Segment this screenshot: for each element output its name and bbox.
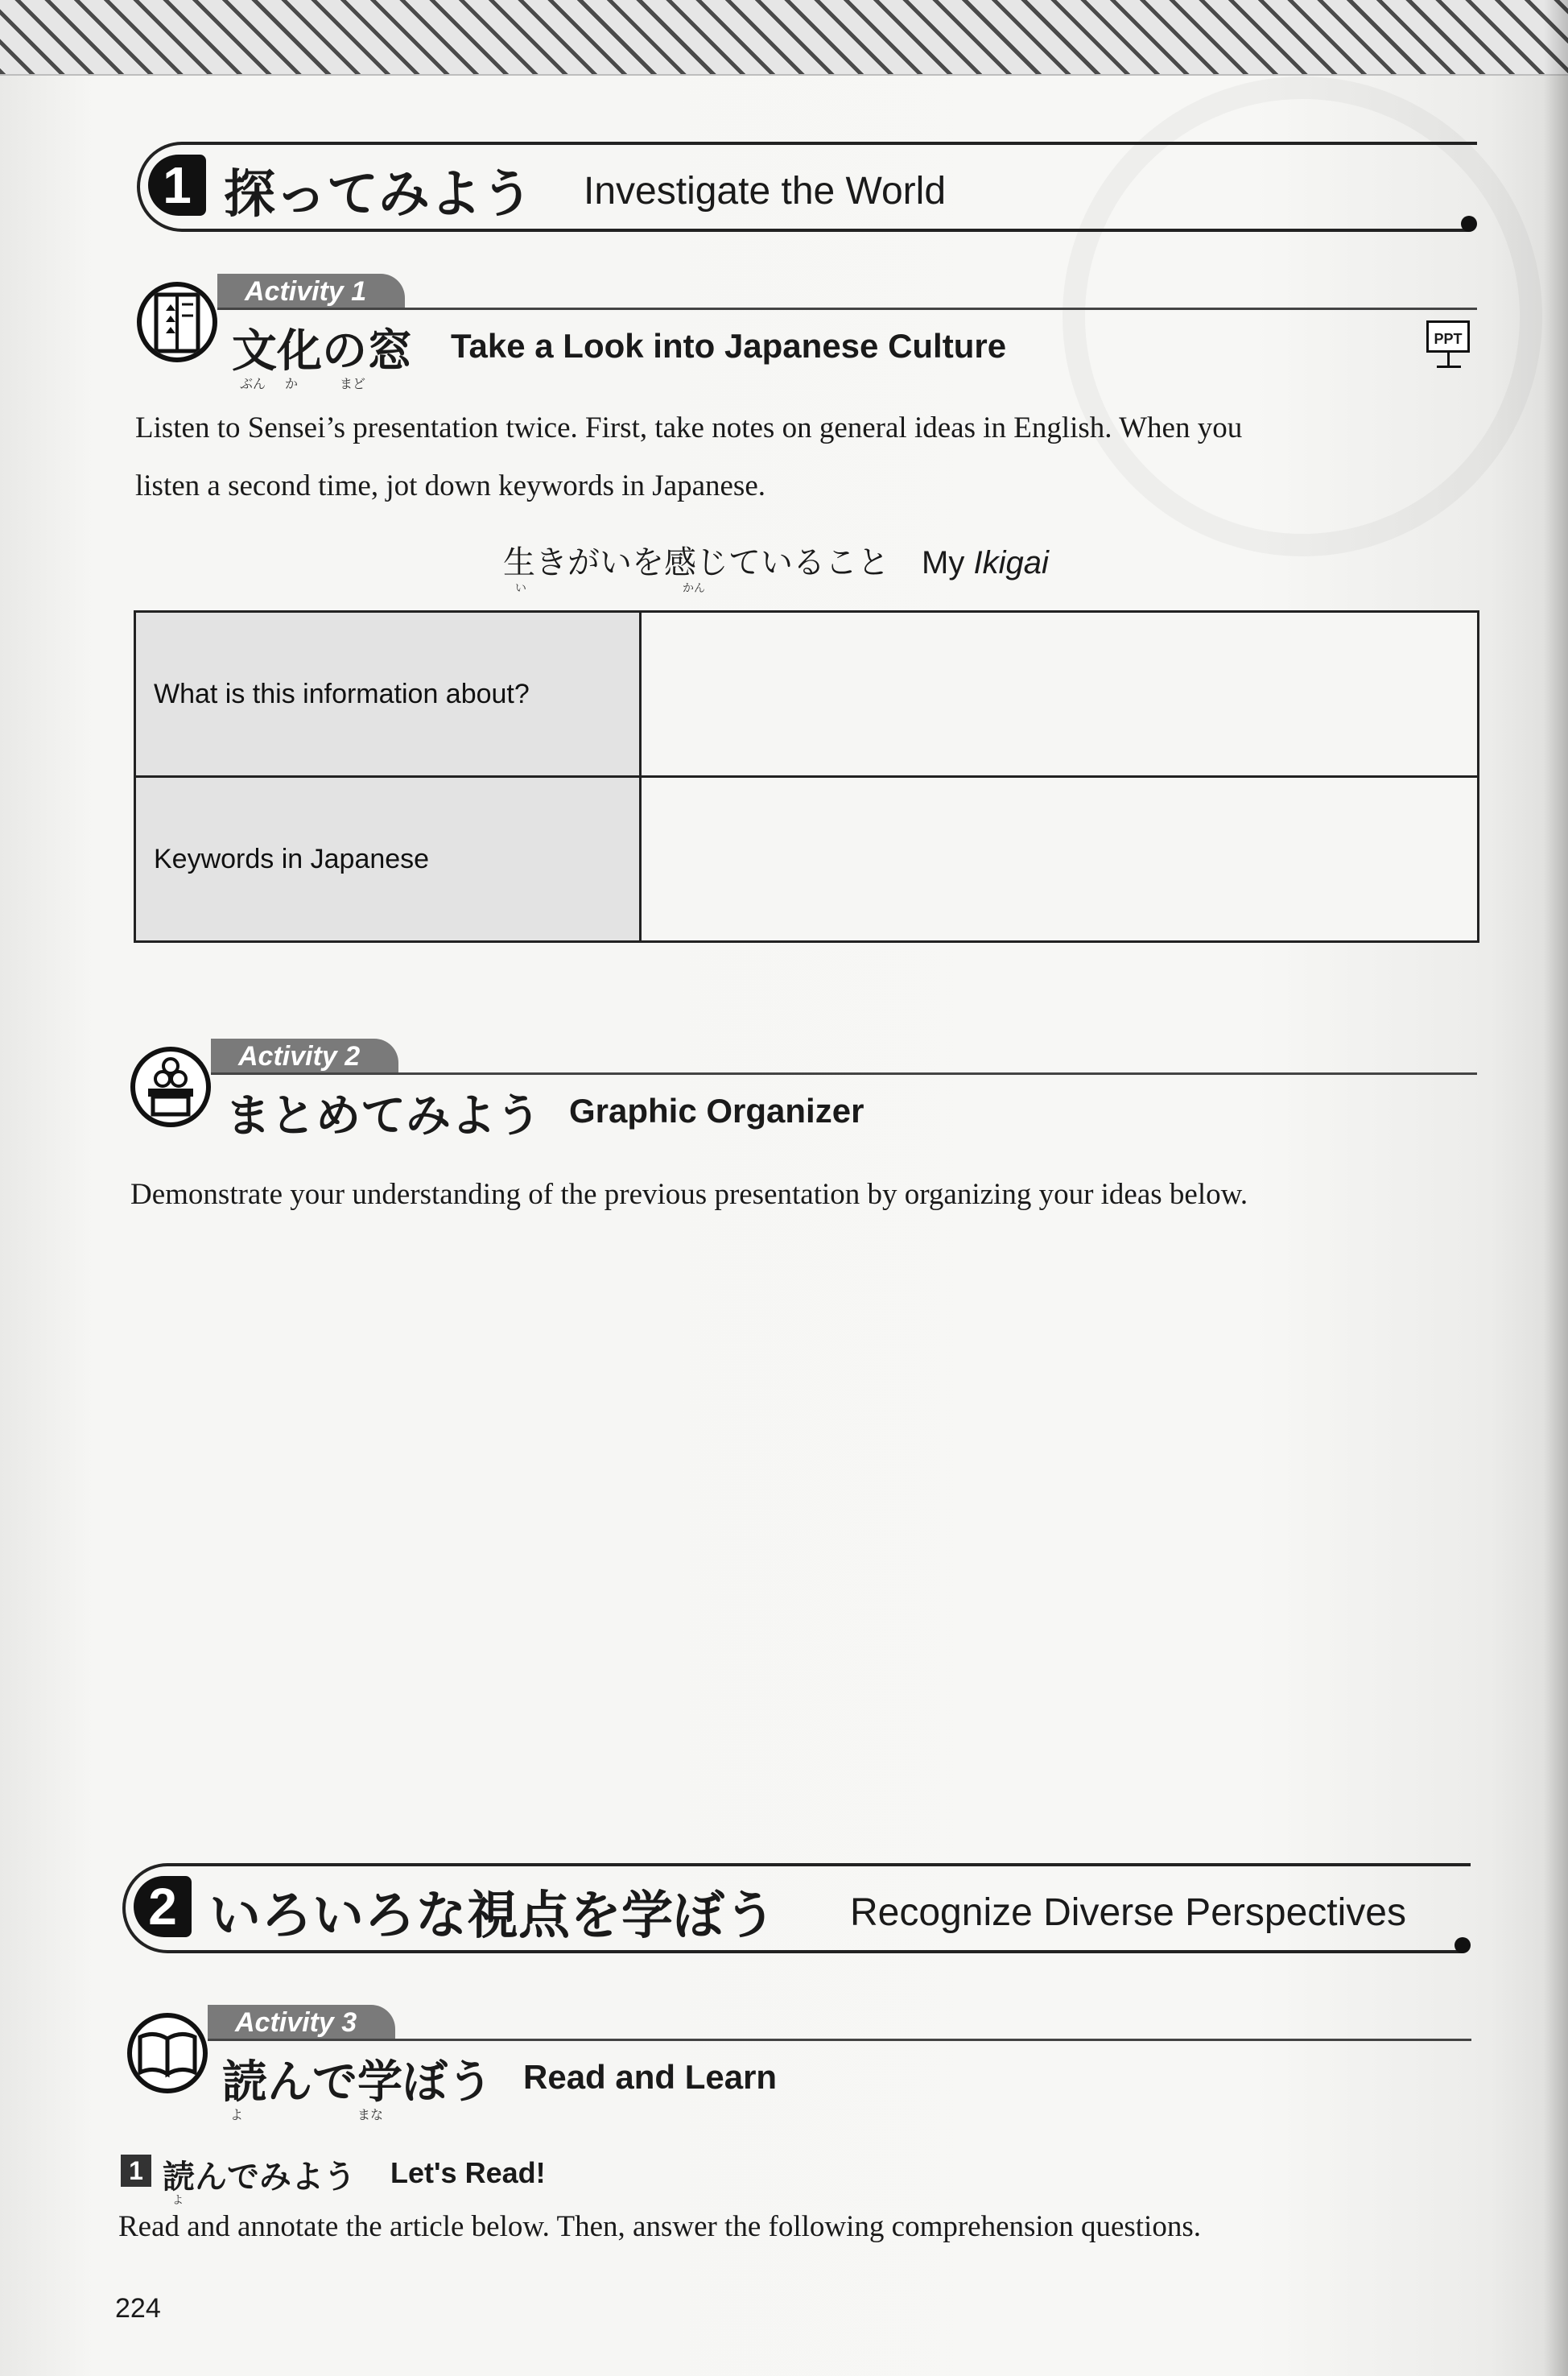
section-title-jp: 探ってみよう <box>224 165 533 225</box>
ikigai-subtitle-my: My <box>922 545 965 581</box>
activity-2-title-jp: まとめてみよう <box>225 1090 541 1143</box>
table-label-cell: Keywords in Japanese <box>135 777 641 942</box>
activity-2-header <box>122 1039 1477 1159</box>
subheading-number: 1 <box>121 2155 151 2187</box>
activity-1-instructions-line-2: listen a second time, jot down keywords in Japanese. <box>135 469 765 502</box>
furigana-ka: か <box>285 376 299 391</box>
section-number: 2 <box>134 1876 192 1937</box>
section-rule-dot <box>1461 216 1477 232</box>
furigana-yo: よ <box>230 2107 244 2122</box>
activity-1-header <box>129 274 1477 395</box>
ikigai-subtitle-italic: Ikigai <box>973 545 1049 581</box>
page-number: 224 <box>115 2293 161 2324</box>
keywords-answer-field[interactable] <box>641 777 1479 942</box>
subheading-furigana: よ <box>172 2194 184 2207</box>
activity-2-instructions: Demonstrate your understanding of the previous presentation by organizing your ideas below. <box>130 1178 1248 1211</box>
dango-icon <box>130 1047 211 1127</box>
activity-1-title-jp: 文化の窓 <box>232 325 412 378</box>
section-number: 1 <box>148 155 206 216</box>
activity-1-instructions-line-1: Listen to Sensei’s presentation twice. First, take notes on general ideas in English. When you <box>135 411 1243 444</box>
activity-1-title-en: Take a Look into Japanese Culture <box>451 327 1007 365</box>
furigana-mana: まな <box>357 2107 384 2122</box>
subtitle-furigana-kan: かん <box>683 582 705 595</box>
notes-answer-field[interactable] <box>641 612 1479 777</box>
section-header-1 <box>137 137 1477 233</box>
page-edge-shadow <box>1544 0 1568 2376</box>
furigana-bun: ぶん <box>240 376 266 391</box>
ikigai-subtitle <box>503 537 1049 583</box>
activity-3-tab: Activity 3 <box>208 2005 395 2040</box>
section-rule-dot <box>1455 1937 1471 1953</box>
section-rule <box>171 1863 1471 1866</box>
activity-2-tab: Activity 2 <box>211 1039 398 1074</box>
activity-1-tab: Activity 1 <box>217 274 405 309</box>
section-title-en: Recognize Diverse Perspectives <box>850 1891 1406 1934</box>
section-title-en: Investigate the World <box>584 170 947 213</box>
activity-3-instructions: Read and annotate the article below. Then, answer the following comprehension questions. <box>118 2210 1201 2243</box>
activity-1-rule <box>217 308 1477 310</box>
table-row <box>135 612 1479 777</box>
furigana-mado: まど <box>340 376 366 391</box>
activity-3-header <box>119 2005 1471 2126</box>
activity-2-rule <box>211 1072 1477 1075</box>
top-hatch-band <box>0 0 1568 76</box>
activity-2-title-en: Graphic Organizer <box>569 1092 864 1130</box>
activity-3-title-en: Read and Learn <box>523 2058 778 2096</box>
book-icon <box>127 2013 208 2093</box>
subheading-jp: 読んでみよう <box>163 2159 356 2196</box>
activity-3-rule <box>208 2039 1471 2041</box>
table-row <box>135 777 1479 942</box>
subheading-en: Let's Read! <box>390 2156 546 2189</box>
activity-3-title-jp: 読んで学ぼう <box>222 2056 493 2109</box>
section-header-2 <box>122 1858 1471 1955</box>
section-rule <box>185 142 1477 145</box>
notes-table <box>134 610 1479 943</box>
ikigai-subtitle-jp: 生きがいを感じていること <box>503 544 889 581</box>
section-title-jp: いろいろな視点を学ぼう <box>209 1886 776 1946</box>
table-label-cell: What is this information about? <box>135 612 641 777</box>
subtitle-furigana-i: い <box>515 582 526 595</box>
window-icon <box>137 282 217 362</box>
ppt-icon: PPT <box>1426 320 1473 369</box>
